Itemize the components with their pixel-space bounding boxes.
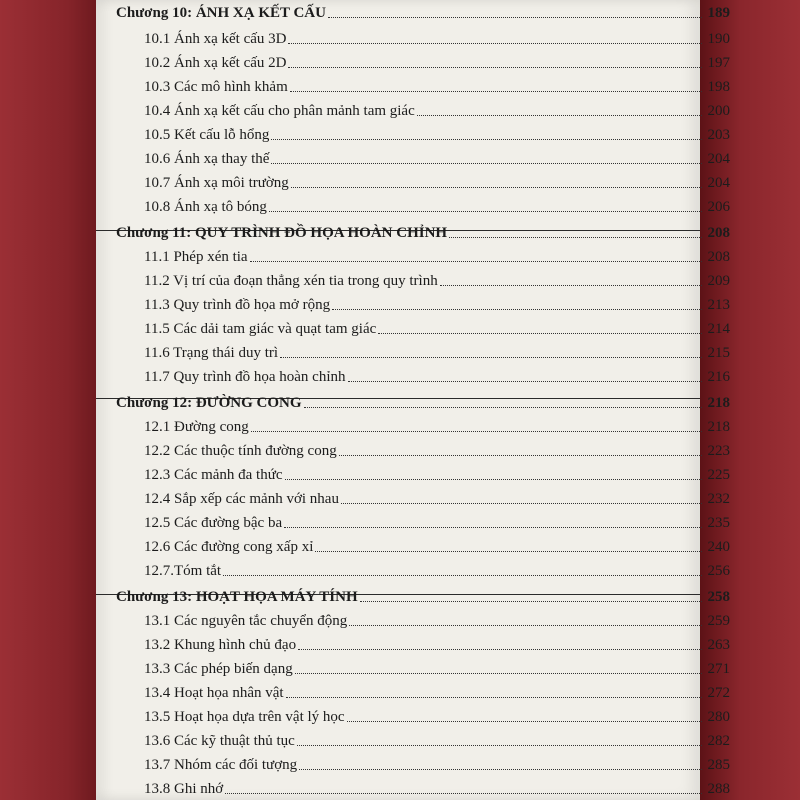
toc-section-entry (116, 50, 730, 72)
toc-section-entry (116, 680, 730, 702)
toc-section-entry (116, 438, 730, 460)
toc-section-entry (116, 632, 730, 654)
toc-entry-label: Chương 10: ÁNH XẠ KẾT CẤU (116, 5, 326, 21)
toc-page-number: 282 (707, 733, 730, 749)
toc-page-number: 197 (707, 55, 730, 71)
toc-entry-label: 13.3 Các phép biến dạng (144, 661, 293, 677)
toc-page-number: 209 (707, 273, 730, 289)
toc-section-entry (116, 704, 730, 726)
dot-leader (339, 454, 702, 456)
toc-section-entry (116, 340, 730, 362)
toc-page-number: 214 (707, 321, 730, 337)
toc-section-entry (116, 462, 730, 484)
toc-entry-label: 11.3 Quy trình đồ họa mở rộng (144, 297, 331, 313)
dot-leader (360, 600, 702, 602)
toc-entry-label: 13.4 Hoạt họa nhân vật (144, 685, 284, 701)
toc-page-number: 213 (707, 297, 730, 313)
toc-entry-label: 11.5 Các dải tam giác và quạt tam giác (144, 321, 377, 337)
toc-section-entry (116, 292, 730, 314)
toc-entry-label: 13.1 Các nguyên tắc chuyển động (144, 613, 348, 629)
toc-section-entry (116, 728, 730, 750)
toc-section-entry (116, 414, 730, 436)
toc-entry-label: 11.7 Quy trình đồ họa hoàn chỉnh (144, 369, 346, 385)
dot-leader (280, 356, 702, 358)
toc-page-number: 215 (707, 345, 730, 361)
dot-leader (295, 672, 702, 674)
toc-page-number: 259 (707, 613, 730, 629)
toc-page-number: 271 (707, 661, 730, 677)
toc-entry-label: 10.1 Ánh xạ kết cấu 3D (144, 31, 287, 47)
toc-page-number: 206 (707, 199, 730, 215)
dot-leader (290, 90, 702, 92)
toc-page-number: 225 (707, 467, 730, 483)
toc-chapter-entry (116, 0, 730, 22)
book-page (96, 0, 730, 800)
dot-leader (271, 162, 702, 164)
dot-leader (251, 430, 702, 432)
toc-page-number: 216 (707, 369, 730, 385)
toc-entry-label: 12.7.Tóm tắt (144, 563, 222, 579)
dot-leader (269, 210, 702, 212)
dot-leader (286, 696, 702, 698)
toc-section-entry (116, 170, 730, 192)
toc-section-entry (116, 486, 730, 508)
toc-section-entry (116, 122, 730, 144)
toc-chapter-entry (116, 220, 730, 242)
dot-leader (440, 284, 702, 286)
toc-chapter-entry (116, 390, 730, 412)
toc-page-number: 240 (707, 539, 730, 555)
dot-leader (284, 526, 702, 528)
toc-page-number: 200 (707, 103, 730, 119)
dot-leader (315, 550, 702, 552)
toc-section-entry (116, 656, 730, 678)
dot-leader (297, 744, 702, 746)
toc-entry-label: 10.2 Ánh xạ kết cấu 2D (144, 55, 287, 71)
toc-entry-label: 11.2 Vị trí của đoạn thẳng xén tia trong quy trình (144, 273, 438, 289)
toc-entry-label: 11.1 Phép xén tia (144, 249, 248, 265)
toc-section-entry (116, 510, 730, 532)
book-cover-left (0, 0, 96, 800)
toc-page-number: 232 (707, 491, 730, 507)
toc-page-number: 208 (707, 225, 730, 241)
toc-entry-label: 10.6 Ánh xạ thay thế (144, 151, 270, 167)
toc-page-number: 198 (707, 79, 730, 95)
toc-page-number: 256 (707, 563, 730, 579)
toc-section-entry (116, 558, 730, 580)
toc-section-entry (116, 752, 730, 774)
dot-leader (378, 332, 702, 334)
toc-page-number: 258 (707, 589, 730, 605)
toc-section-entry (116, 316, 730, 338)
toc-section-entry (116, 194, 730, 216)
toc-page-number: 263 (707, 637, 730, 653)
toc-page-number: 288 (707, 781, 730, 797)
dot-leader (332, 308, 702, 310)
dot-leader (328, 16, 702, 18)
toc-entry-label: 10.5 Kết cấu lỗ hổng (144, 127, 270, 143)
toc-entry-label: 12.2 Các thuộc tính đường cong (144, 443, 337, 459)
dot-leader (417, 114, 702, 116)
dot-leader (299, 768, 702, 770)
toc-entry-label: 13.6 Các kỹ thuật thủ tục (144, 733, 295, 749)
toc-entry-label: Chương 12: ĐƯỜNG CONG (116, 395, 302, 411)
toc-page-number: 280 (707, 709, 730, 725)
toc-page-number: 235 (707, 515, 730, 531)
toc-chapter-entry (116, 584, 730, 606)
dot-leader (223, 574, 702, 576)
toc-entry-label: 10.4 Ánh xạ kết cấu cho phân mảnh tam giác (144, 103, 415, 119)
toc-entry-label: Chương 11: QUY TRÌNH ĐỒ HỌA HOÀN CHỈNH (116, 225, 448, 241)
toc-entry-label: Chương 13: HOẠT HỌA MÁY TÍNH (116, 589, 358, 605)
dot-leader (225, 792, 702, 794)
toc-page-number: 218 (707, 419, 730, 435)
toc-page-number: 204 (707, 175, 730, 191)
toc-section-entry (116, 534, 730, 556)
toc-entry-label: 13.2 Khung hình chủ đạo (144, 637, 297, 653)
dot-leader (449, 236, 702, 238)
toc-page-number: 285 (707, 757, 730, 773)
toc-section-entry (116, 244, 730, 266)
toc-entry-label: 12.5 Các đường bậc ba (144, 515, 283, 531)
toc-entry-label: 12.1 Đường cong (144, 419, 249, 435)
dot-leader (348, 380, 703, 382)
toc-page-number: 190 (707, 31, 730, 47)
toc-page-number: 204 (707, 151, 730, 167)
dot-leader (291, 186, 702, 188)
toc-page-number: 208 (707, 249, 730, 265)
toc-section-entry (116, 364, 730, 386)
toc-section-entry (116, 146, 730, 168)
dot-leader (271, 138, 702, 140)
dot-leader (288, 42, 702, 44)
toc-entry-label: 10.7 Ánh xạ môi trường (144, 175, 289, 191)
dot-leader (347, 720, 702, 722)
toc-page-number: 223 (707, 443, 730, 459)
dot-leader (304, 406, 702, 408)
toc-section-entry (116, 98, 730, 120)
toc-entry-label: 12.4 Sắp xếp các mảnh với nhau (144, 491, 339, 507)
toc-section-entry (116, 268, 730, 290)
dot-leader (285, 478, 702, 480)
toc-page-number: 189 (707, 5, 730, 21)
toc-entry-label: 10.3 Các mô hình khảm (144, 79, 288, 95)
toc-entry-label: 13.7 Nhóm các đối tượng (144, 757, 298, 773)
toc-section-entry (116, 74, 730, 96)
toc-entry-label: 11.6 Trạng thái duy trì (144, 345, 279, 361)
dot-leader (341, 502, 702, 504)
dot-leader (288, 66, 702, 68)
toc-entry-label: 12.3 Các mảnh đa thức (144, 467, 283, 483)
toc-entry-label: 10.8 Ánh xạ tô bóng (144, 199, 267, 215)
dot-leader (250, 260, 702, 262)
toc-entry-label: 13.5 Hoạt họa dựa trên vật lý học (144, 709, 345, 725)
toc-page-number: 218 (707, 395, 730, 411)
toc-page-number: 203 (707, 127, 730, 143)
toc-section-entry (116, 26, 730, 48)
toc-entry-label: 12.6 Các đường cong xấp xỉ (144, 539, 314, 555)
dot-leader (349, 624, 702, 626)
toc-section-entry (116, 776, 730, 798)
toc-section-entry (116, 608, 730, 630)
toc-page-number: 272 (707, 685, 730, 701)
dot-leader (298, 648, 702, 650)
toc-entry-label: 13.8 Ghi nhớ (144, 781, 224, 797)
